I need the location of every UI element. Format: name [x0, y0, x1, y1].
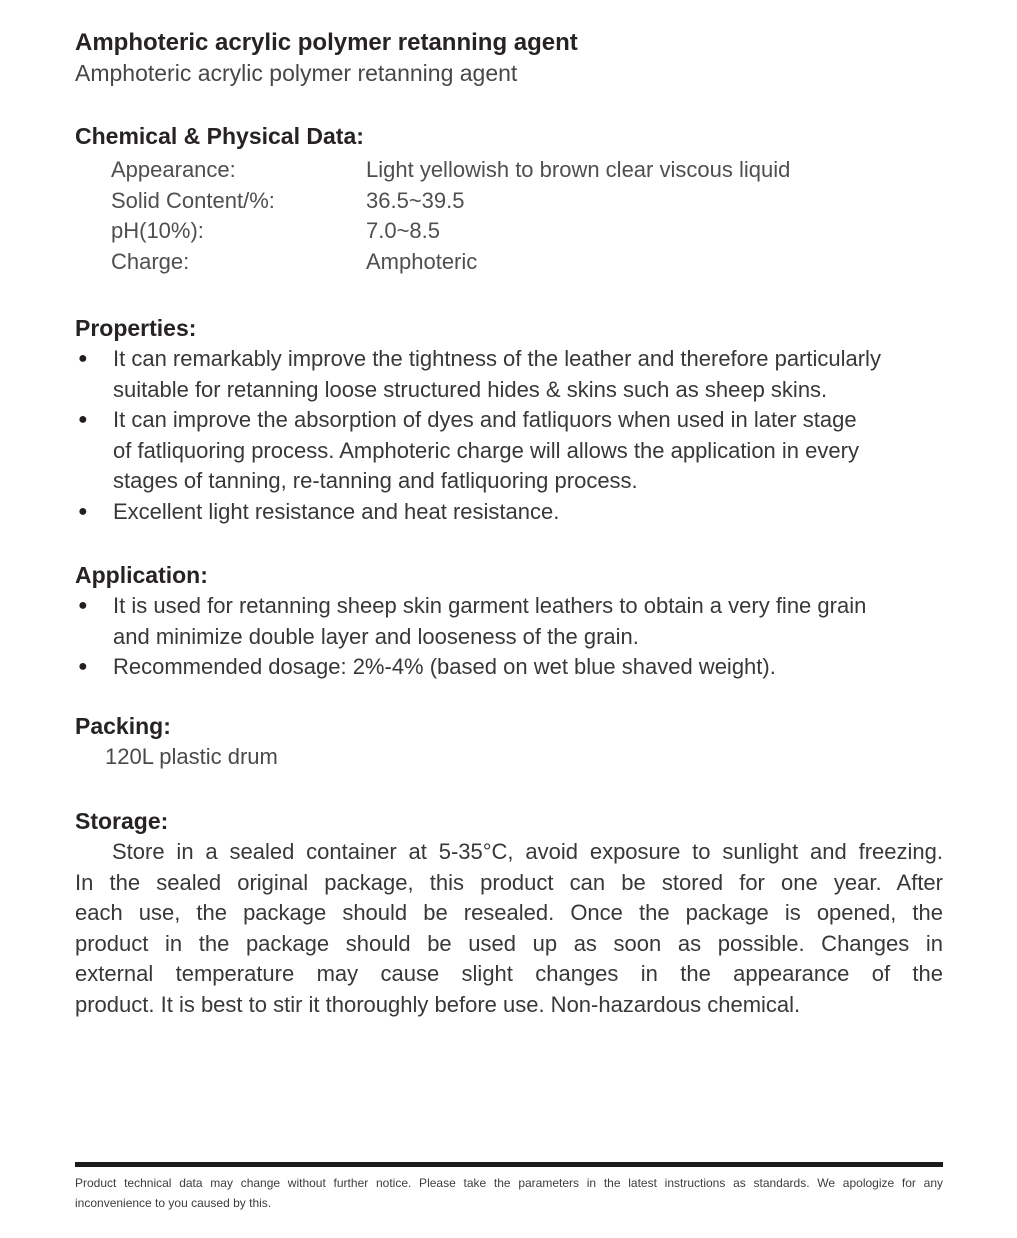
chemical-label: Solid Content/%:: [111, 187, 275, 213]
storage-line: external temperature may cause slight changes in the appearance of the: [75, 961, 943, 986]
storage-line: product. It is best to stir it thoroughly before use. Non-hazardous chemical.: [75, 991, 801, 1017]
bullet-item: [75, 497, 943, 528]
application-bullet-list: [75, 591, 943, 683]
storage-paragraph: [75, 837, 943, 1020]
bullet-icon: ●: [78, 411, 88, 428]
bullet-text: [113, 344, 943, 405]
bullet-item: [75, 591, 943, 652]
chemical-value: Amphoteric: [366, 248, 478, 274]
text-line: It can remarkably improve the tightness of the leather and therefore particularly: [113, 346, 881, 371]
bullet-text: [113, 652, 943, 683]
text-line: It is used for retanning sheep skin garment leathers to obtain a very fine grain: [113, 593, 867, 618]
chemical-table: [75, 155, 943, 277]
text-line: Recommended dosage: 2%-4% (based on wet blue shaved weight).: [113, 654, 776, 679]
chemical-label: Appearance:: [111, 157, 236, 182]
text-line: of fatliquoring process. Amphoteric charge will allows the application in every: [113, 437, 859, 463]
section-packing-heading: Packing:: [75, 712, 171, 739]
chemical-value: Light yellowish to brown clear viscous liquid: [366, 157, 791, 182]
chemical-label: Charge:: [111, 248, 190, 274]
storage-line: In the sealed original package, this product can be stored for one year. After: [75, 869, 943, 895]
bullet-text: [113, 497, 943, 528]
text-line: It can improve the absorption of dyes and fatliquors when used in later stage: [113, 407, 857, 432]
bullet-icon: ●: [78, 350, 88, 367]
section-storage-heading: Storage:: [75, 808, 169, 834]
bullet-text: [113, 591, 943, 652]
bullet-icon: ●: [78, 502, 88, 520]
chemical-value: 7.0~8.5: [366, 218, 441, 243]
bullet-item: [75, 405, 943, 497]
bullet-icon: ●: [78, 658, 88, 675]
text-line: Excellent light resistance and heat resistance.: [113, 498, 560, 524]
section-chemical-heading: Chemical & Physical Data:: [75, 123, 364, 149]
section-application-heading: Application:: [75, 562, 208, 588]
chemical-row-charge: [111, 247, 943, 278]
bullet-item: [75, 652, 943, 683]
bullet-text: [113, 405, 943, 497]
footer-line: inconvenience to you caused by this.: [75, 1196, 272, 1210]
chemical-row-ph: [111, 216, 943, 247]
bullet-icon: ●: [78, 597, 88, 614]
product-title: Amphoteric acrylic polymer retanning agent: [75, 29, 578, 56]
storage-line: each use, the package should be resealed. Once the package is opened, the: [75, 900, 943, 925]
footer-divider: [75, 1162, 943, 1167]
packing-text: 120L plastic drum: [105, 743, 278, 769]
footer: [75, 1162, 943, 1213]
chemical-label: pH(10%):: [111, 218, 204, 243]
section-properties-heading: Properties:: [75, 315, 197, 341]
product-subtitle: Amphoteric acrylic polymer retanning agent: [75, 60, 518, 86]
text-line: and minimize double layer and looseness of the grain.: [113, 623, 639, 649]
storage-line: Store in a sealed container at 5-35°C, avoid exposure to sunlight and freezing.: [112, 839, 943, 864]
footer-line: Product technical data may change without further notice. Please take the parameters in the latest instructions as standards. We apologize for any: [75, 1176, 943, 1190]
properties-bullet-list: [75, 344, 943, 527]
chemical-row-appearance: [111, 155, 943, 186]
bullet-item: [75, 344, 943, 405]
footer-disclaimer: [75, 1173, 943, 1213]
chemical-row-solid-content: [111, 186, 943, 217]
storage-line: product in the package should be used up as soon as possible. Changes in: [75, 930, 943, 956]
chemical-value: 36.5~39.5: [366, 187, 465, 213]
text-line: stages of tanning, re-tanning and fatliquoring process.: [113, 468, 638, 493]
text-line: suitable for retanning loose structured hides & skins such as sheep skins.: [113, 376, 828, 402]
